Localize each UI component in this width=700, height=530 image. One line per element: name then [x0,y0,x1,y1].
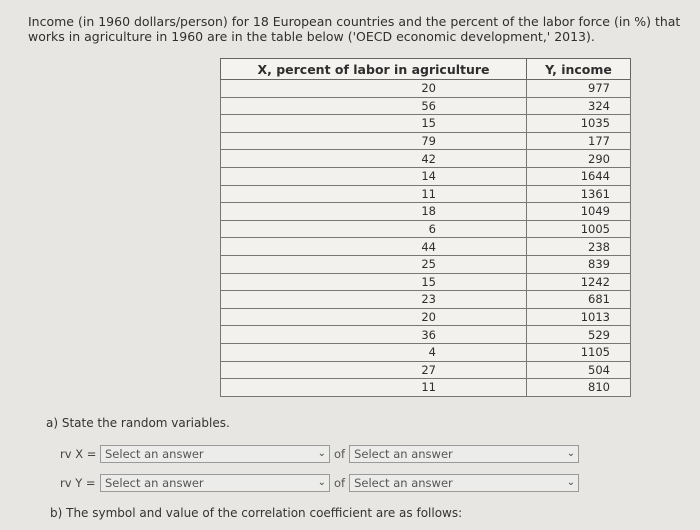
cell-y: 1105 [527,343,631,361]
of-label: of [334,447,346,461]
rv-y-subject-select[interactable] [349,474,579,492]
cell-x: 14 [221,167,527,185]
part-b-label: b) The symbol and value of the correlation coefficient are as follows: [50,506,463,520]
rv-x-type-select[interactable] [100,445,330,463]
cell-x: 23 [221,291,527,309]
table-row [221,115,631,133]
cell-x: 18 [221,203,527,221]
cell-y: 839 [527,255,631,273]
table-row [221,326,631,344]
rv-x-subject-select[interactable] [349,445,579,463]
cell-y: 177 [527,132,631,150]
cell-x: 15 [221,273,527,291]
cell-y: 1049 [527,203,631,221]
table-row [221,185,631,203]
cell-y: 1644 [527,167,631,185]
table-row [221,220,631,238]
table-row [221,255,631,273]
cell-y: 529 [527,326,631,344]
cell-x: 4 [221,343,527,361]
rv-y-type-value: Select an answer [105,476,204,490]
cell-x: 11 [221,379,527,397]
cell-x: 20 [221,80,527,98]
rv-y-row [60,474,579,492]
rv-y-type-select[interactable] [100,474,330,492]
cell-x: 20 [221,308,527,326]
table-row [221,379,631,397]
cell-x: 42 [221,150,527,168]
cell-x: 27 [221,361,527,379]
cell-x: 11 [221,185,527,203]
data-table [220,58,631,397]
table-header-row [221,59,631,80]
cell-x: 36 [221,326,527,344]
cell-x: 44 [221,238,527,256]
table-row [221,132,631,150]
cell-y: 977 [527,80,631,98]
cell-y: 238 [527,238,631,256]
cell-y: 1361 [527,185,631,203]
question-intro: Income (in 1960 dollars/person) for 18 European countries and the percent of the labor force (in %) that works in agriculture in 1960 are in the table below ('OECD economic development,' 2013). [28,14,681,44]
cell-y: 681 [527,291,631,309]
of-label: of [334,476,346,490]
chevron-down-icon: ⌄ [317,477,326,488]
table-row [221,203,631,221]
table-row [221,291,631,309]
rv-y-label: rv Y = [60,476,96,490]
rv-y-subject-value: Select an answer [354,476,453,490]
cell-x: 6 [221,220,527,238]
rv-x-label: rv X = [60,447,97,461]
column-header-y: Y, income [527,59,631,80]
cell-x: 15 [221,115,527,133]
chevron-down-icon: ⌄ [566,448,576,459]
cell-y: 1242 [527,273,631,291]
table-row [221,273,631,291]
cell-y: 1035 [527,115,631,133]
table-row [221,361,631,379]
cell-y: 1005 [527,220,631,238]
cell-x: 79 [221,132,527,150]
chevron-down-icon: ⌄ [566,477,576,488]
rv-x-type-value: Select an answer [105,447,204,461]
table-row [221,150,631,168]
table-row [221,80,631,98]
cell-y: 324 [527,97,631,115]
table-row [221,97,631,115]
cell-y: 504 [527,361,631,379]
part-a-label: a) State the random variables. [46,416,230,430]
rv-x-row [60,445,579,463]
rv-x-subject-value: Select an answer [354,447,453,461]
cell-x: 56 [221,97,527,115]
chevron-down-icon: ⌄ [317,448,326,459]
table-row [221,238,631,256]
cell-x: 25 [221,255,527,273]
table-row [221,343,631,361]
cell-y: 810 [527,379,631,397]
table-row [221,308,631,326]
cell-y: 1013 [527,308,631,326]
table-row [221,167,631,185]
column-header-x: X, percent of labor in agriculture [221,59,527,80]
cell-y: 290 [527,150,631,168]
